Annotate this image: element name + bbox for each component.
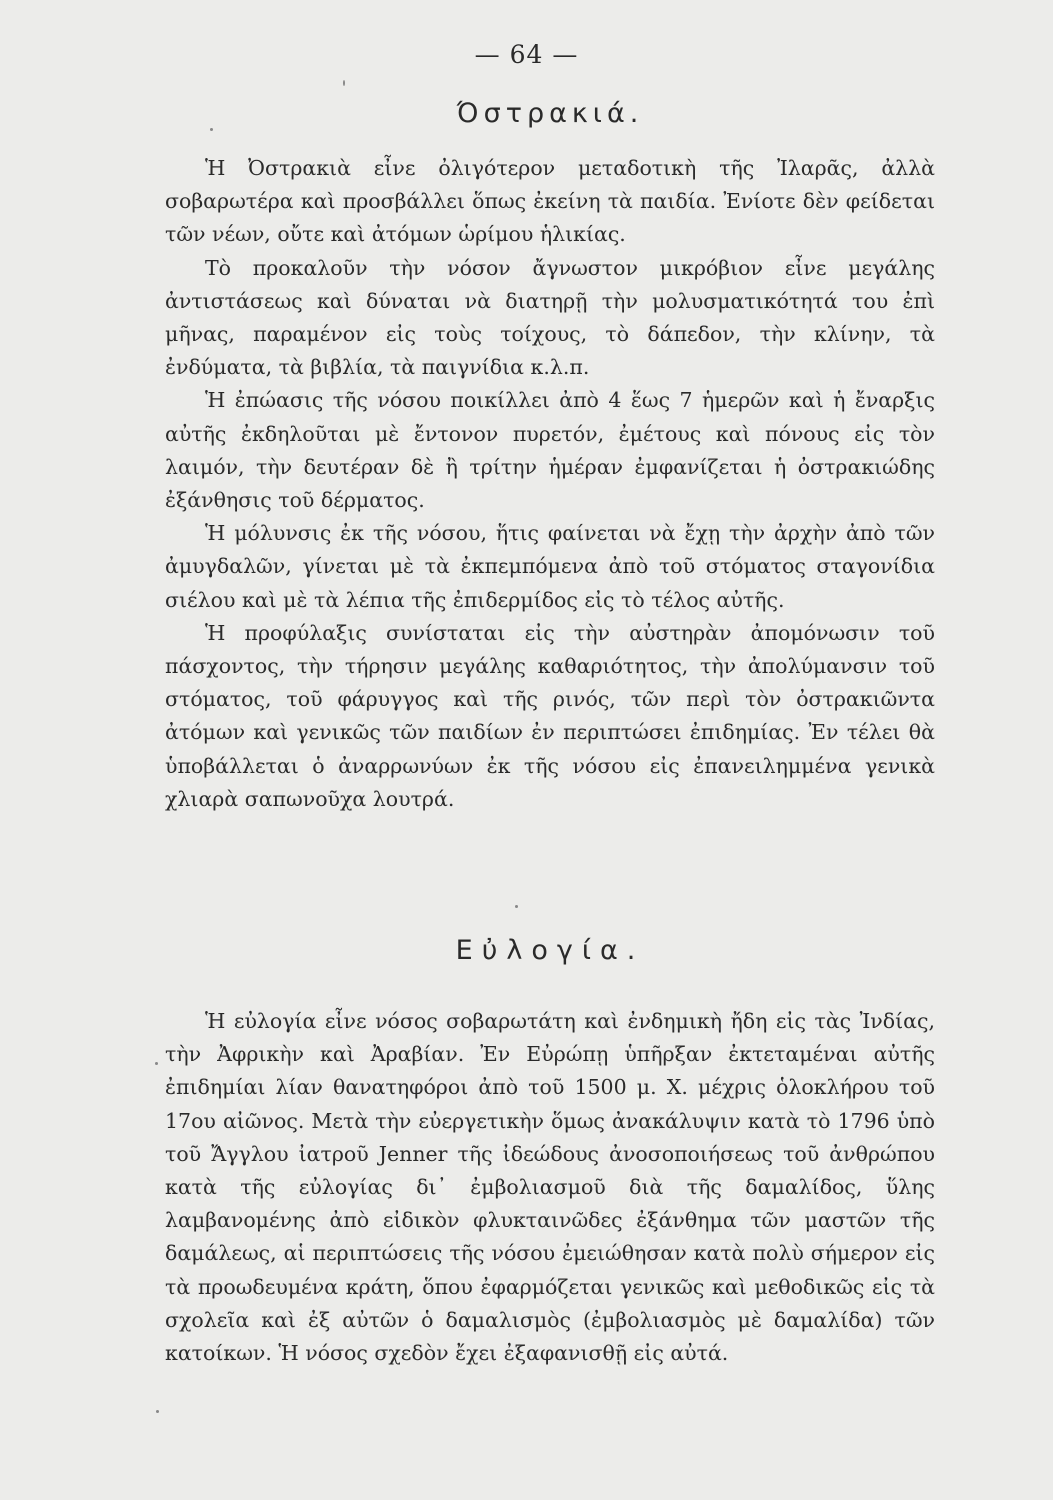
paragraph: Ἡ προφύλαξις συνίσταται εἰς τὴν αὐστηρὰν ἀπομόνωσιν τοῦ πάσχοντος, τὴν τήρησιν μεγάλης καθαριότητος, τὴν ἀπολύμανσιν τοῦ στόματος, τοῦ φάρυγγος καὶ τῆς ρινός, τῶν περὶ τὸν ὀστρακιῶντα ἀτόμων καὶ γενικῶς τῶν παιδίων ἐν περιπτώσει ἐπιδημίας. Ἐν τέλει θὰ ὑποβάλλεται ὁ ἀναρρωνύων ἐκ τῆς νόσου εἰς ἐπανειλημμένα γενικὰ χλιαρὰ σαπωνοῦχα λουτρά. — [165, 620, 935, 811]
paper-speck — [343, 80, 345, 86]
page-number: — 64 — — [474, 40, 579, 69]
section-scarlet-fever — [165, 152, 935, 816]
paragraph: Ἡ εὐλογία εἶνε νόσος σοβαρωτάτη καὶ ἐνδημικὴ ἤδη εἰς τὰς Ἰνδίας, τὴν Ἀφρικὴν καὶ Ἀραβίαν. Ἐν Εὐρώπῃ ὑπῆρξαν ἐκτεταμέναι αὐτῆς ἐπιδημίαι λίαν θανατηφόροι ἀπὸ τοῦ 1500 μ. Χ. μέχρις ὁλοκλήρου τοῦ 17ου αἰῶνος. Μετὰ τὴν εὐεργετικὴν ὅμως ἀνακάλυψιν κατὰ τὸ 1796 ὑπὸ τοῦ Ἄγγλου ἰατροῦ Jenner τῆς ἰδεώδους ἀνοσοποιήσεως τοῦ ἀνθρώπου κατὰ τῆς εὐλογίας δι᾽ ἐμβολιασμοῦ διὰ τῆς δαμαλίδος, ὕλης λαμβανομένης ἀπὸ εἰδικὸν φλυκταινῶδες ἐξάνθημα τῶν μαστῶν τῆς δαμάλεως, αἱ περιπτώσεις τῆς νόσου ἐμειώθησαν κατὰ πολὺ σήμερον εἰς τὰ προωδευμένα κράτη, ὅπου ἐφαρμόζεται γενικῶς καὶ μεθοδικῶς εἰς τὰ σχολεῖα καὶ ἐξ αὐτῶν ὁ δαμαλισμὸς (ἐμβολιασμὸς μὲ δαμαλίδα) τῶν κατοίκων. Ἡ νόσος σχεδὸν ἔχει ἐξαφανισθῇ εἰς αὐτά. — [165, 1009, 935, 1366]
section-smallpox — [165, 1005, 935, 1370]
paragraph: Ἡ μόλυνσις ἐκ τῆς νόσου, ἥτις φαίνεται νὰ ἔχῃ τὴν ἀρχὴν ἀπὸ τῶν ἀμυγδαλῶν, γίνεται μὲ τὰ ἐκπεμπόμενα ἀπὸ τοῦ στόματος σταγονίδια σιέλου καὶ μὲ τὰ λέπια τῆς ἐπιδερμίδος εἰς τὸ τέλος αὐτῆς. — [165, 521, 935, 612]
paper-speck — [515, 905, 518, 908]
paper-speck — [155, 1062, 158, 1065]
paper-speck — [156, 1410, 159, 1413]
paper-speck — [210, 128, 213, 131]
paragraph: Ἡ Ὀστρακιὰ εἶνε ὀλιγότερον μεταδοτικὴ τῆς Ἰλαρᾶς, ἀλλὰ σοβαρωτέρα καὶ προσβάλλει ὅπως ἐκείνη τὰ παιδία. Ἐνίοτε δὲν φείδεται τῶν νέων, οὔτε καὶ ἀτόμων ὡρίμου ἡλικίας. — [165, 156, 935, 247]
section-title-scarlet-fever: Όστρακιά. — [456, 98, 644, 129]
paragraph: Ἡ ἐπώασις τῆς νόσου ποικίλλει ἀπὸ 4 ἕως 7 ἡμερῶν καὶ ἡ ἔναρξις αὐτῆς ἐκδηλοῦται μὲ ἔντονον πυρετόν, ἐμέτους καὶ πόνους εἰς τὸν λαιμόν, τὴν δευτέραν δὲ ἢ τρίτην ἡμέραν ἐμφανίζεται ἡ ὀστρακιώδης ἐξάνθησις τοῦ δέρματος. — [165, 388, 935, 513]
paragraph: Τὸ προκαλοῦν τὴν νόσον ἄγνωστον μικρόβιον εἶνε μεγάλης ἀντιστάσεως καὶ δύναται νὰ διατηρῇ τὴν μολυσματικότητά του ἐπὶ μῆνας, παραμένον εἰς τοὺς τοίχους, τὸ δάπεδον, τὴν κλίνην, τὰ ἐνδύματα, τὰ βιβλία, τὰ παιγνίδια κ.λ.π. — [165, 255, 935, 380]
section-title-smallpox: Εὐλογία. — [455, 935, 645, 966]
